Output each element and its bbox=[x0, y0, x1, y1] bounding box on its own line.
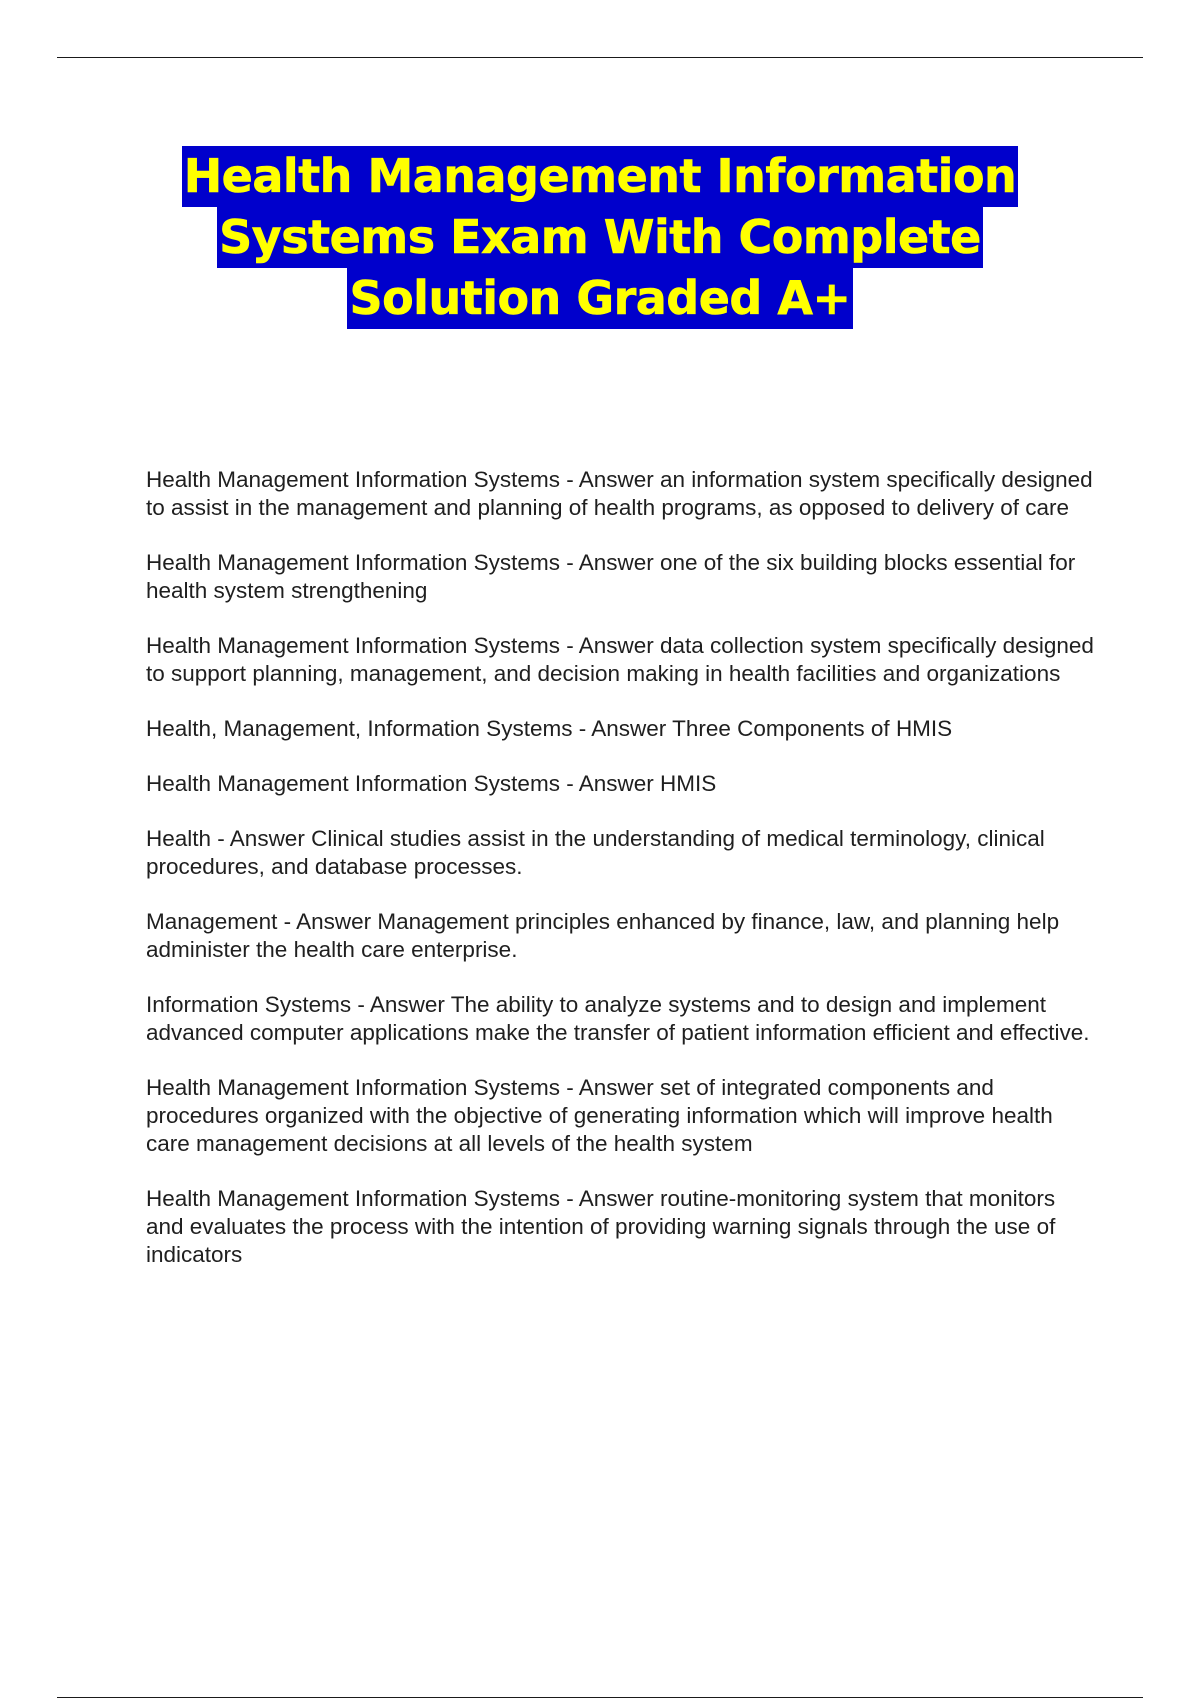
qa-item: Health Management Information Systems - Answer an information system specifically designed to assist in the management and planning of health programs, as opposed to delivery of care bbox=[146, 467, 1093, 520]
qa-item: Health - Answer Clinical studies assist in the understanding of medical terminology, clinical procedures, and database processes. bbox=[146, 826, 1045, 879]
title-line-2: Systems Exam With Complete bbox=[217, 207, 983, 268]
qa-item: Information Systems - Answer The ability to analyze systems and to design and implement advanced computer applications make the transfer of patient information efficient and effective. bbox=[146, 992, 1090, 1045]
bottom-rule bbox=[57, 1697, 1143, 1698]
qa-item: Management - Answer Management principles enhanced by finance, law, and planning help administer the health care enterprise. bbox=[146, 909, 1060, 962]
qa-item: Health, Management, Information Systems - Answer Three Components of HMIS bbox=[146, 716, 953, 741]
question-answer-list bbox=[146, 466, 1096, 1296]
qa-item: Health Management Information Systems - Answer one of the six building blocks essential for health system strengthening bbox=[146, 550, 1076, 603]
top-rule bbox=[57, 57, 1143, 58]
qa-item: Health Management Information Systems - Answer data collection system specifically designed to support planning, management, and decision making in health facilities and organizations bbox=[146, 633, 1094, 686]
title-line-3: Solution Graded A+ bbox=[347, 268, 852, 329]
qa-item: Health Management Information Systems - Answer HMIS bbox=[146, 771, 717, 796]
qa-item: Health Management Information Systems - Answer set of integrated components and procedures organized with the objective of generating information which will improve health care management decisions at all levels of the health system bbox=[146, 1075, 1053, 1156]
title-line-1: Health Management Information bbox=[182, 146, 1019, 207]
qa-item: Health Management Information Systems - Answer routine-monitoring system that monitors and evaluates the process with the intention of providing warning signals through the use of indicators bbox=[146, 1186, 1056, 1267]
document-title bbox=[0, 146, 1200, 329]
